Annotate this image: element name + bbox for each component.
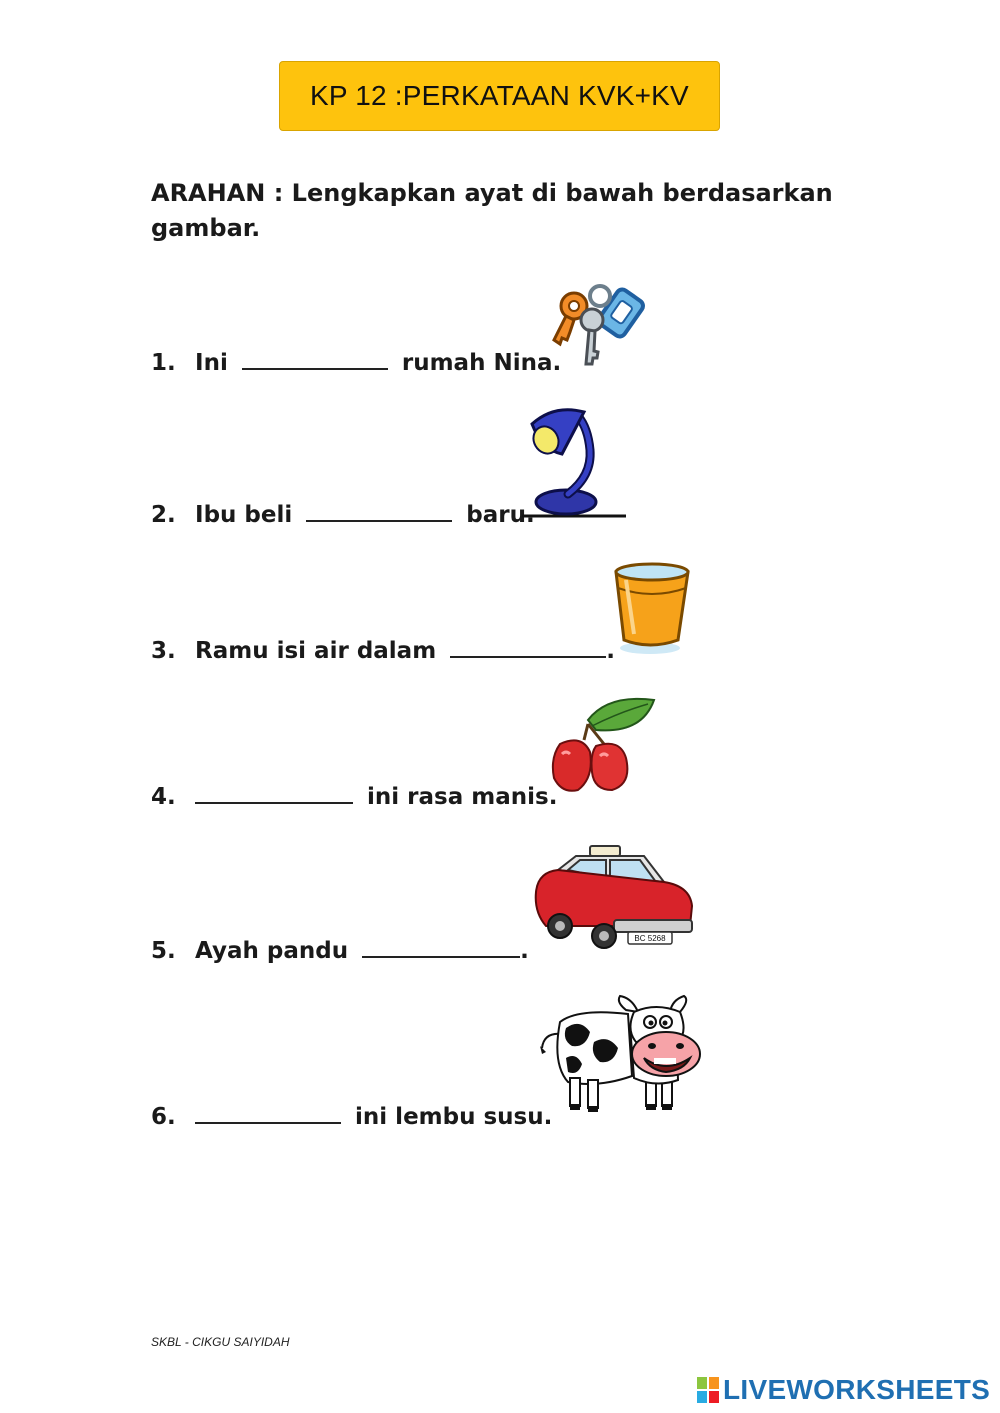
cow-picture (538, 992, 704, 1118)
bucket-picture (610, 560, 696, 656)
title-banner (279, 61, 720, 131)
fruit-left-icon (553, 740, 591, 790)
question-number: 1. (151, 350, 176, 376)
question-3 (151, 634, 615, 664)
question-text-before: Ayah pandu (195, 938, 349, 964)
key-ring-icon (590, 286, 610, 306)
question-number: 4. (151, 784, 176, 810)
desk-lamp-picture (518, 406, 628, 522)
question-text-after: . (520, 938, 529, 964)
license-plate-text: BC 5268 (634, 934, 666, 943)
question-text-before: Ibu beli (195, 502, 293, 528)
answer-blank-6[interactable] (195, 1100, 341, 1124)
answer-blank-1[interactable] (242, 346, 388, 370)
keys-picture (548, 278, 652, 370)
brand-logo[interactable] (697, 1374, 990, 1406)
answer-blank-3[interactable] (450, 634, 606, 658)
answer-blank-5[interactable] (362, 934, 520, 958)
instruction-text: ARAHAN : Lengkapkan ayat di bawah berdasarkan gambar. (151, 179, 833, 242)
question-text-after: rumah Nina. (401, 350, 562, 376)
brand-name: LIVEWORKSHEETS (723, 1374, 991, 1405)
question-1 (151, 346, 561, 376)
question-number: 2. (151, 502, 176, 528)
leaf-icon (588, 699, 654, 731)
liveworksheets-logo-icon (697, 1377, 719, 1403)
question-number: 3. (151, 638, 176, 664)
rose-apple-picture (548, 694, 660, 798)
question-4 (151, 780, 557, 810)
page-title: KP 12 :PERKATAAN KVK+KV (310, 80, 689, 111)
question-number: 5. (151, 938, 176, 964)
silver-key-icon (581, 309, 603, 331)
question-text-after: ini rasa manis. (367, 784, 558, 810)
footer-credit: SKBL - CIKGU SAIYIDAH (151, 1335, 290, 1349)
fruit-right-icon (592, 744, 628, 790)
question-text-after: ini lembu susu. (355, 1104, 553, 1130)
question-text-before: Ini (195, 350, 228, 376)
question-text-after: baru. (466, 502, 535, 528)
question-5 (151, 934, 529, 964)
question-text-before: Ramu isi air dalam (195, 638, 437, 664)
taxi-picture (532, 842, 696, 954)
answer-blank-2[interactable] (306, 498, 452, 522)
question-2 (151, 498, 535, 528)
answer-blank-4[interactable] (195, 780, 353, 804)
question-text-after: . (606, 638, 615, 664)
question-6 (151, 1100, 552, 1130)
taxi-sign-icon (590, 846, 620, 856)
question-number: 6. (151, 1104, 176, 1130)
